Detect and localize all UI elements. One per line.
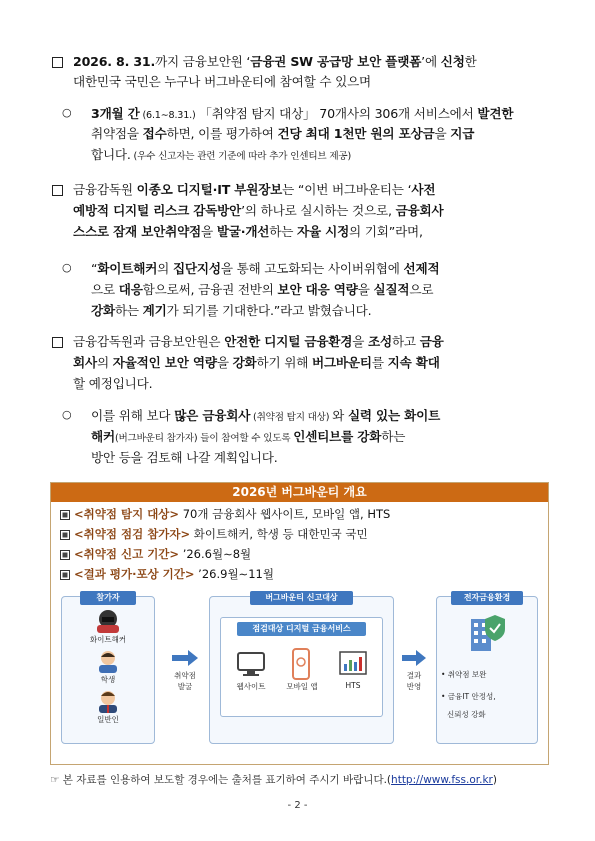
page-number: - 2 - — [287, 800, 308, 811]
participants-panel — [61, 593, 155, 744]
square-bullet-icon — [60, 550, 70, 560]
para3-line2: 회사의 자율적인 보안 역량을 강화하기 위해 버그바운티를 지속 확대 — [73, 355, 440, 370]
para3-sub-line2: 해커(버그바운티 참가자) 들이 참여할 수 있도록 인센티브를 강화하는 — [91, 429, 406, 444]
para3-line1: 금융감독원과 금융보안원은 안전한 디지털 금융환경을 조성하고 금융 — [73, 334, 444, 349]
monitor-icon — [237, 650, 265, 678]
summary-item: <취약점 신고 기간> ’26.6월∼8월 — [60, 546, 251, 562]
para1-line1: 2026. 8. 31.까지 금융보안원 ‘금융권 SW 공급망 보안 플랫폼’에 신청한 — [73, 54, 477, 69]
square-bullet-icon — [52, 337, 63, 348]
mobile-phone-icon — [289, 648, 313, 680]
participant-label: 화이트해커 — [89, 635, 127, 644]
service-label: 웹사이트 — [236, 682, 266, 691]
participant-label: 학생 — [100, 675, 116, 684]
para3-sub-line1: 이를 위해 보다 많은 금융회사 (취약점 탐지 대상) 와 실력 있는 화이트 — [91, 408, 441, 423]
square-bullet-icon — [60, 530, 70, 540]
square-bullet-icon — [52, 185, 63, 196]
para1-sub-line3: 합니다. (우수 신고자는 관련 기준에 따라 추가 인센티브 제공) — [91, 147, 352, 162]
summary-title: 2026년 버그바운티 개요 — [51, 483, 548, 502]
service-title: 점검대상 디지털 금융서비스 — [237, 622, 366, 636]
stock-chart-icon — [339, 650, 367, 678]
result-arrow-label: 결과 반영 — [406, 671, 422, 691]
para3-line3: 할 예정입니다. — [73, 376, 153, 391]
secure-building-icon — [467, 611, 507, 653]
citation-note: ☞ 본 자료를 인용하여 보도할 경우에는 출처를 표기하여 주시기 바랍니다.(http://www.fss.or.kr) — [50, 774, 497, 786]
arrow-right-icon — [172, 650, 198, 666]
person-icon — [95, 689, 121, 713]
report-arrow-label: 취약점 발굴 — [174, 671, 196, 691]
circle-bullet-icon: ○ — [62, 261, 72, 274]
summary-item: <취약점 점검 참가자> 화이트해커, 학생 등 대한민국 국민 — [60, 526, 368, 542]
arrow-right-icon — [402, 650, 426, 666]
participants-title: 참가자 — [80, 591, 136, 605]
circle-bullet-icon: ○ — [62, 106, 72, 119]
circle-bullet-icon: ○ — [62, 408, 72, 421]
para1-line2: 대한민국 국민은 누구나 버그바운티에 참여할 수 있으며 — [73, 74, 372, 89]
para2-sub-line2: 으로 대응함으로써, 금융권 전반의 보안 대응 역량을 실질적으로 — [91, 282, 434, 297]
bug-bounty-diagram — [61, 590, 539, 743]
environment-panel — [436, 593, 538, 744]
para2-line2: 예방적 디지털 리스크 감독방안’의 하나로 실시하는 것으로, 금융회사 — [73, 203, 444, 218]
para1-sub-line2: 취약점을 접수하면, 이를 평가하여 건당 최대 1천만 원의 포상금을 지급 — [91, 126, 475, 141]
para3-sub-line3: 방안 등을 검토해 나갈 계획입니다. — [91, 450, 278, 465]
environment-item: 신뢰성 강화 — [447, 710, 486, 719]
para2-sub-line3: 강화하는 계기가 되기를 기대한다.”라고 밝혔습니다. — [91, 303, 372, 318]
environment-title: 전자금융환경 — [451, 591, 523, 605]
summary-item: <결과 평가·포상 기간> ’26.9월∼11월 — [60, 566, 274, 582]
para2-sub-line1: “화이트해커의 집단지성을 통해 고도화되는 사이버위협에 선제적 — [91, 261, 440, 276]
summary-box — [50, 482, 549, 765]
square-bullet-icon — [52, 57, 63, 68]
student-icon — [95, 649, 121, 673]
square-bullet-icon — [60, 570, 70, 580]
para2-line3: 스스로 잠재 보안취약점을 발굴·개선하는 자율 시정의 기회”라며, — [73, 224, 423, 239]
environment-item: • 금융IT 안정성, — [441, 692, 496, 701]
service-label: 모바일 앱 — [286, 682, 318, 691]
target-title: 버그바운티 신고대상 — [250, 591, 353, 605]
environment-item: • 취약점 보완 — [441, 670, 487, 679]
fss-link[interactable]: http://www.fss.or.kr — [391, 774, 493, 786]
service-panel — [220, 617, 383, 717]
para2-line1: 금융감독원 이종오 디지털·IT 부원장보는 “이번 버그바운티는 ‘사전 — [73, 182, 436, 197]
para1-sub-line1: 3개월 간 (6.1∼8.31.) 「취약점 탐지 대상」 70개사의 306개 서비스에서 발견한 — [91, 106, 514, 121]
summary-item: <취약점 탐지 대상> 70개 금융회사 웹사이트, 모바일 앱, HTS — [60, 506, 390, 522]
hacker-icon — [95, 609, 121, 633]
square-bullet-icon — [60, 510, 70, 520]
service-label: HTS — [345, 681, 361, 690]
target-panel — [209, 593, 394, 744]
participant-label: 일반인 — [97, 715, 119, 724]
